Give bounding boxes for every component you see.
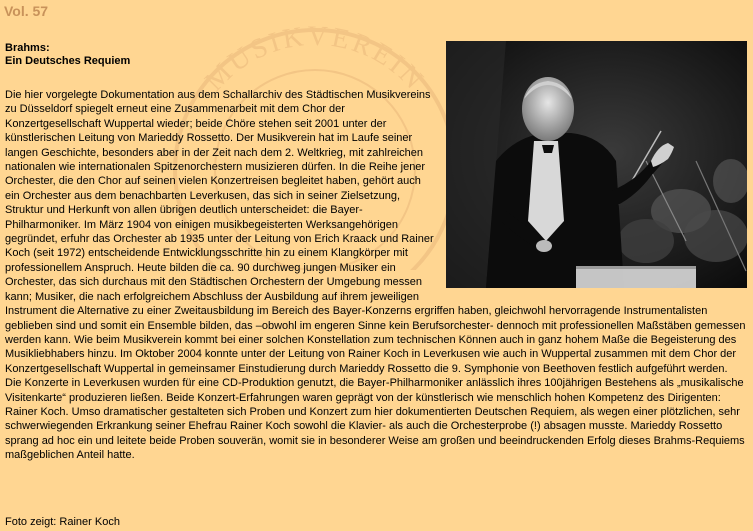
photo-caption: Foto zeigt: Rainer Koch bbox=[5, 516, 120, 528]
conductor-photo-graphic bbox=[446, 41, 747, 288]
title-block bbox=[5, 42, 425, 68]
body-text: Die hier vorgelegte Dokumentation aus dem Schallarchiv des Städtischen Musikvereins zu Düsseldorf spiegelt erneut eine Zusammenarbeit mit dem Chor der Konzertgesellschaft Wuppertal wieder; beide Chöre stehen seit 2001 unter der künstlerischen Leitung von Marieddy Rossetto. Der Musikverein hat im Laufe seiner langen Geschichte, besonders aber in der Zeit nach dem 2. Weltkrieg, mit zahlreichen nationalen wie internationalen Spitzenorchestern musizieren dürfen. In die Reihe jener Orchester, die den Chor auf seinen vielen Konzertreisen begleitet haben, gehört auch ein Orchester aus dem benachbarten Leverkusen, das sich in seiner Zielsetzung, Struktur und Herkunft von allen übrigen deutlich unterscheidet: die Bayer-Philharmoniker. Im März 1904 von einigen musikbegeisterten Werksangehörigen gegründet, erfuhr das Orchester ab 1935 unter der Leitung von Erich Kraack und Rainer Koch (seit 1972) entscheidende Entwicklungsschritte hin zu einem Klangkörper mit professionellem Anspruch. Heute bilden die ca. 90 durchweg jungen Musiker ein Orchester, das sich durchaus mit den Städtischen Orchestern der Umgebung messen kann; Musiker, die nach erfolgreichem Abschluss der Ausbildung auf ihrem jeweiligen Instrument die Alternative zu einer Zweitausbildung im Bereich des Bayer-Konzerns ergriffen haben, gleichwohl hervorragende Instrumentalisten geblieben sind und somit ein Ensemble bilden, das –obwohl im engeren Sinne kein Berufsorchester- dennoch mit professionellen Maßstäben gemessen werden kann. Wie beim Musikverein kommt bei einer solchen Konstellation zum technischen Können auch in ganz hohem Maße die Begeisterung des Musikliebhabers hinzu. Im Oktober 2004 konnte unter der Leitung von Rainer Koch in Leverkusen wie auch in Wuppertal zusammen mit dem Chor der Konzertgesellschaft Wuppertal in gemeinsamer Einstudierung durch Marieddy Rossetto die 9. Symphonie von Beethoven festlich aufgeführt werden. Die Konzerte in Leverkusen wurden für eine CD-Produktion genutzt, die Bayer-Philharmoniker anlässlich ihres 100jährigen Bestehens als „musikalische Visitenkarte“ produzieren ließen. Beide Konzert-Erfahrungen waren geprägt von der künstlerisch wie menschlich hohen Kompetenz des Dirigenten: Rainer Koch. Umso dramatischer gestalteten sich Proben und Konzert zum hier dokumentierten Deutschen Requiem, als wegen einer plötzlichen, sehr schwerwiegenden Erkrankung seiner Ehefrau Rainer Koch sowohl die Klavier- als auch die Orchesterprobe (!) absagen musste. Marieddy Rossetto sprang ad hoc ein und leitete beide Proben souverän, womit sie in besonderer Weise am großen und beeindruckenden Erfolg dieses Brahms-Requiems maßgeblichen Anteil hatte. bbox=[5, 89, 746, 462]
conductor-photo bbox=[446, 41, 747, 288]
article bbox=[5, 42, 747, 463]
composer-title: Brahms: bbox=[5, 42, 50, 54]
watermark-text: MUSIKVEREIN bbox=[199, 20, 432, 98]
volume-label: Vol. 57 bbox=[4, 3, 49, 19]
work-title: Ein Deutsches Requiem bbox=[5, 55, 131, 67]
